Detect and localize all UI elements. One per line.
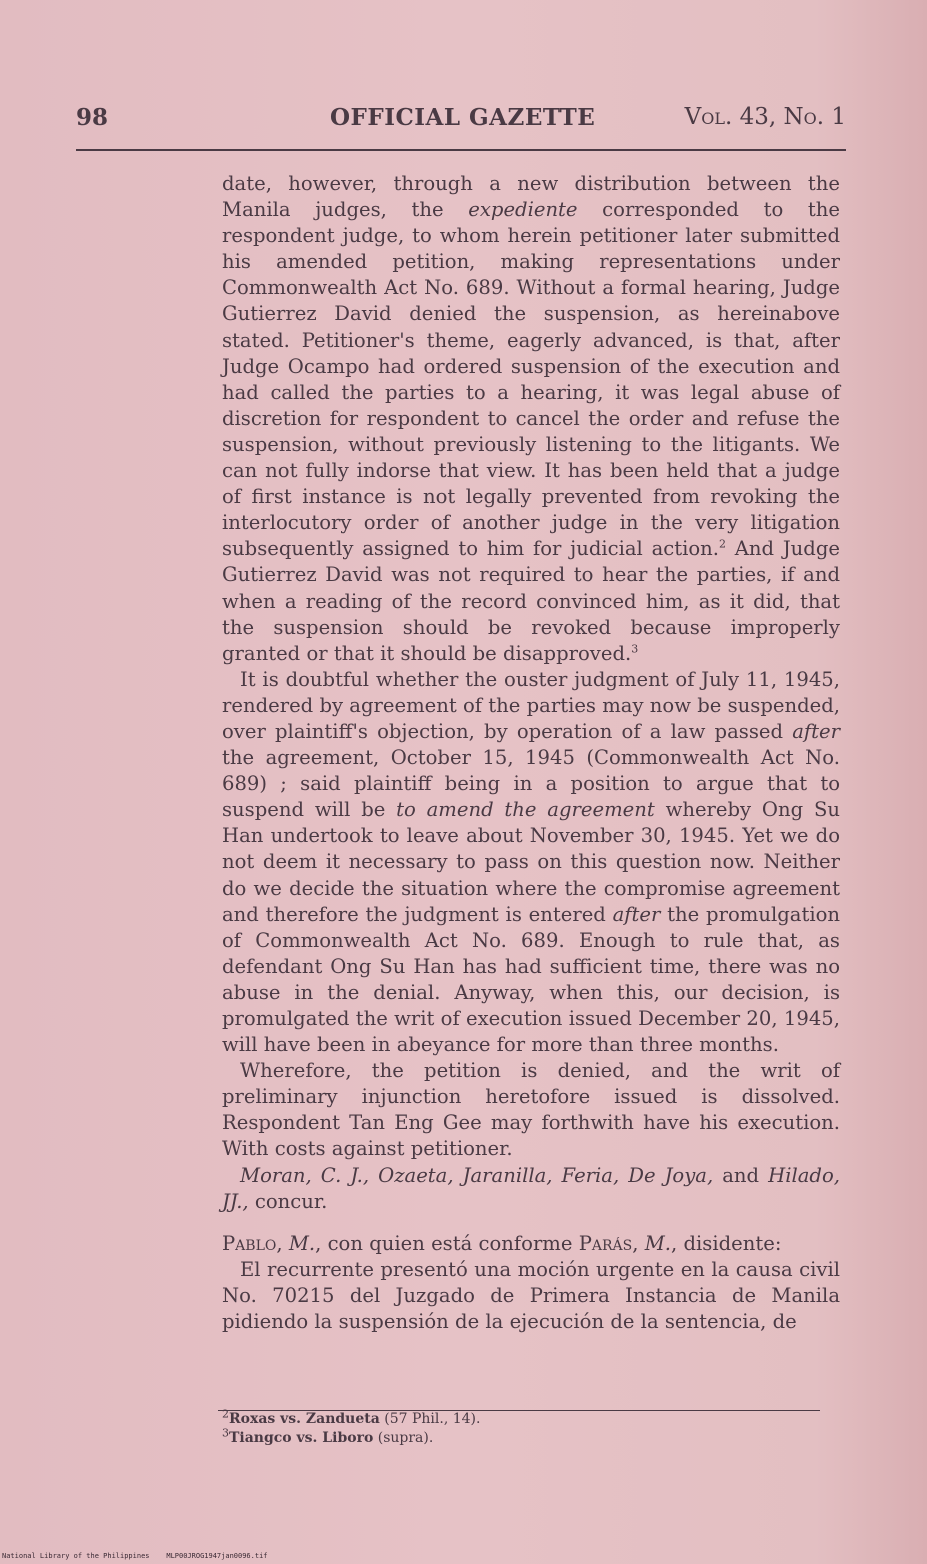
text-run: And Judge Gutierrez David was not required to hear the parties, if and when a reading of the record convinced him, as it did, that the suspension should be revoked because improperly granted or that it should be disapproved. — [222, 537, 840, 665]
text-run: , con quien está conforme — [315, 1231, 579, 1255]
running-header — [76, 104, 846, 136]
case-citation: (57 Phil., 14). — [379, 1411, 481, 1427]
italic-text: after — [612, 902, 661, 926]
italic-text: to amend the agreement — [396, 798, 655, 822]
case-name: Roxas vs. Zandueta — [229, 1411, 380, 1427]
paragraph — [222, 1058, 840, 1162]
italic-text: after — [792, 719, 840, 743]
footnote-number: 2 — [222, 1407, 229, 1421]
text-run: date, however, through a new distribution between the Manila judges, the — [222, 172, 840, 222]
volume-number: Vol. 43, No. 1 — [684, 104, 846, 130]
body-text — [222, 171, 840, 1335]
page-number: 98 — [76, 104, 109, 131]
text-run: It is doubtful whether the ouster judgment of July 11, 1945, rendered by agreement of the parties may now be suspended, over plaintiff's objection, by operation of a law passed — [222, 667, 840, 743]
text-run: , — [276, 1231, 289, 1255]
paragraph — [222, 1231, 840, 1257]
italic-text: expediente — [468, 198, 578, 222]
footnote — [222, 1426, 822, 1448]
header-rule — [76, 149, 846, 151]
text-run: corresponded to the respondent judge, to whom herein petitioner later submitted his amended petition, making representations under Commonwealth Act No. 689. Without a formal hearing, Judge Gutierrez David denied the suspension, as hereinabove stated. Petitioner's theme, eagerly advanced, is that, after Judge Ocampo had ordered suspension of the execution and had called the parties to a hearing, it was legal abuse of discretion for respondent to cancel the order and refuse the suspension, without previously listening to the litigants. We can not fully indorse that view. It has been held that a judge of first instance is not legally prevented from revoking the interlocutory order of another judge in the very litigation subsequently assigned to him for judicial action. — [222, 198, 840, 561]
italic-text: M. — [288, 1231, 316, 1255]
scan-label: National Library of the Philippines MLP00JROG1947jan0096.tif — [2, 1552, 268, 1560]
text-run: whereby Ong Su Han undertook to leave about November 30, 1945. Yet we do not deem it necessary to pass on this question now. Neither do we decide the situation where the compromise agreement and therefore the judgment is entered — [222, 798, 840, 926]
paragraph — [222, 1257, 840, 1335]
text-run: the agreement, October 15, 1945 (Commonwealth Act No. 689) ; said plaintiff being in a position to argue that to suspend will be — [222, 746, 840, 822]
text-run: , disidente: — [671, 1231, 782, 1255]
paragraph — [222, 1163, 840, 1215]
italic-text: Hilado, JJ., — [222, 1163, 840, 1213]
text-run: concur. — [248, 1189, 328, 1213]
footnote-number: 3 — [222, 1426, 229, 1440]
italic-text: M. — [644, 1231, 672, 1255]
paragraph — [222, 171, 840, 667]
text-run: and — [713, 1163, 769, 1187]
footnote-marker: 3 — [631, 642, 639, 656]
publication-title: OFFICIAL GAZETTE — [330, 104, 596, 131]
text-run: , — [632, 1231, 645, 1255]
text-run: the promulgation of Commonwealth Act No. 689. Enough to rule that, as defendant Ong Su Han has had sufficient time, there was no abuse in the denial. Anyway, when this, our decision, is promulgated the writ of execution issued December 20, 1945, will have been in abeyance for more than three months. — [222, 902, 841, 1057]
name-small-caps: Pablo — [222, 1231, 277, 1255]
footnote-marker: 2 — [719, 537, 727, 551]
name-small-caps: Parás — [578, 1231, 633, 1255]
italic-text: Moran, C. J., Ozaeta, Jaranilla, Feria, De Joya, — [240, 1163, 714, 1187]
paragraph — [222, 667, 840, 1058]
text-run: Wherefore, the petition is denied, and the writ of preliminary injunction heretofore issued is dissolved. Respondent Tan Eng Gee may forthwith have his execution. With costs against petitioner. — [222, 1059, 840, 1161]
footnotes — [222, 1407, 822, 1448]
text-run: El recurrente presentó una moción urgente en la causa civil No. 70215 del Juzgado de Primera Instancia de Manila pidiendo la suspensión de la ejecución de la sentencia, de — [222, 1257, 840, 1334]
case-name: Tiangco vs. Liboro — [229, 1430, 374, 1446]
footnote — [222, 1407, 822, 1429]
case-citation: (supra). — [373, 1430, 434, 1446]
